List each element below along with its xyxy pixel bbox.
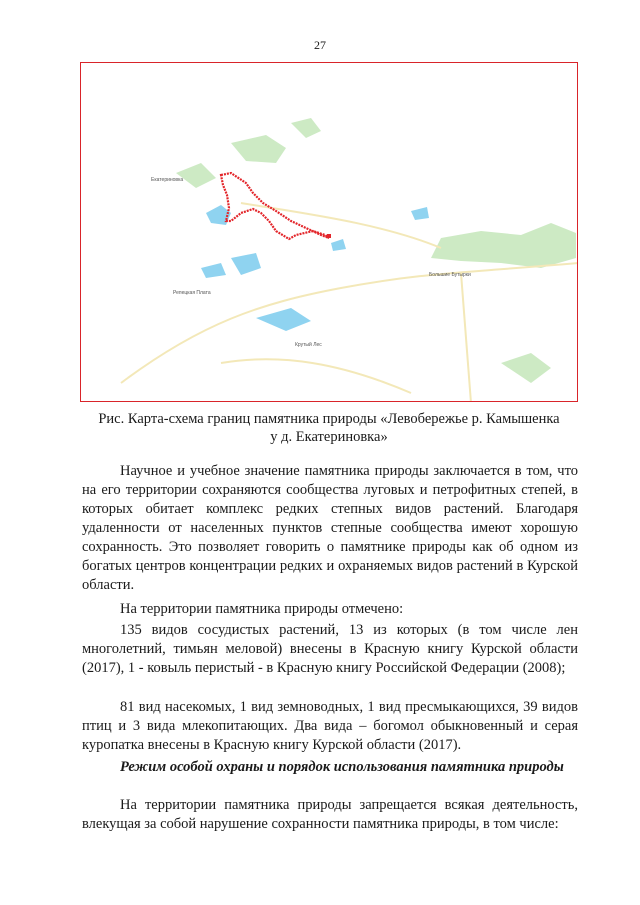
paragraph-plants: 135 видов сосудистых растений, 13 из которых (в том числе лен многолетний, тимьян меловой) внесены в Красную книгу Курской области (2017), 1 - ковыль перистый - в Красную книгу Российской Федерации (2008); (82, 622, 578, 676)
map-label-bolshie-butyrki: Большие Бутырки (429, 272, 471, 278)
section-heading: Режим особой охраны и порядок использования памятника природы (120, 759, 564, 775)
monument-boundary (221, 173, 329, 239)
map-label-ekaterinovka: Екатериновка (151, 177, 184, 183)
map-label-repetskaya-plata: Репецкая Плата (173, 290, 211, 296)
forest-areas (176, 118, 576, 383)
map-drawing (81, 63, 578, 402)
page-number: 27 (314, 38, 326, 52)
figure-caption (70, 410, 588, 446)
boundary-marker (327, 234, 331, 238)
roads (121, 203, 578, 402)
water-bodies (201, 205, 429, 331)
paragraph-animals: 81 вид насекомых, 1 вид земноводных, 1 вид пресмыкающихся, 39 видов птиц и 3 вида млекопитающих. Два вида – богомол обыкновенный и серая куропатка внесены в Красную книгу Курской области (2017). (82, 699, 578, 753)
paragraph-recorded-intro: На территории памятника природы отмечено: (120, 601, 404, 617)
map-label-krutoy-les: Крутый Лес (295, 342, 322, 348)
paragraph-prohibitions: На территории памятника природы запрещается всякая деятельность, влекущая за собой нарушение сохранности памятника природы, в том числе: (82, 797, 578, 832)
caption-line-1: Рис. Карта-схема границ памятника природы «Левобережье р. Камышенка (98, 411, 560, 427)
paragraph-scientific-value: Научное и учебное значение памятника природы заключается в том, что на его территории сохраняются сообщества луговых и петрофитных степей, в которых обитает комплекс редких степных видов растений. Благодаря удаленности от населенных пунктов степные сообщества имеют хорошую сохранность. Это позволяет говорить о памятнике природы как об одном из богатых центров концентрации редких и охраняемых видов растений в Курской области. (82, 463, 578, 593)
boundary-map (80, 62, 578, 402)
caption-line-2: у д. Екатериновка» (270, 429, 388, 445)
